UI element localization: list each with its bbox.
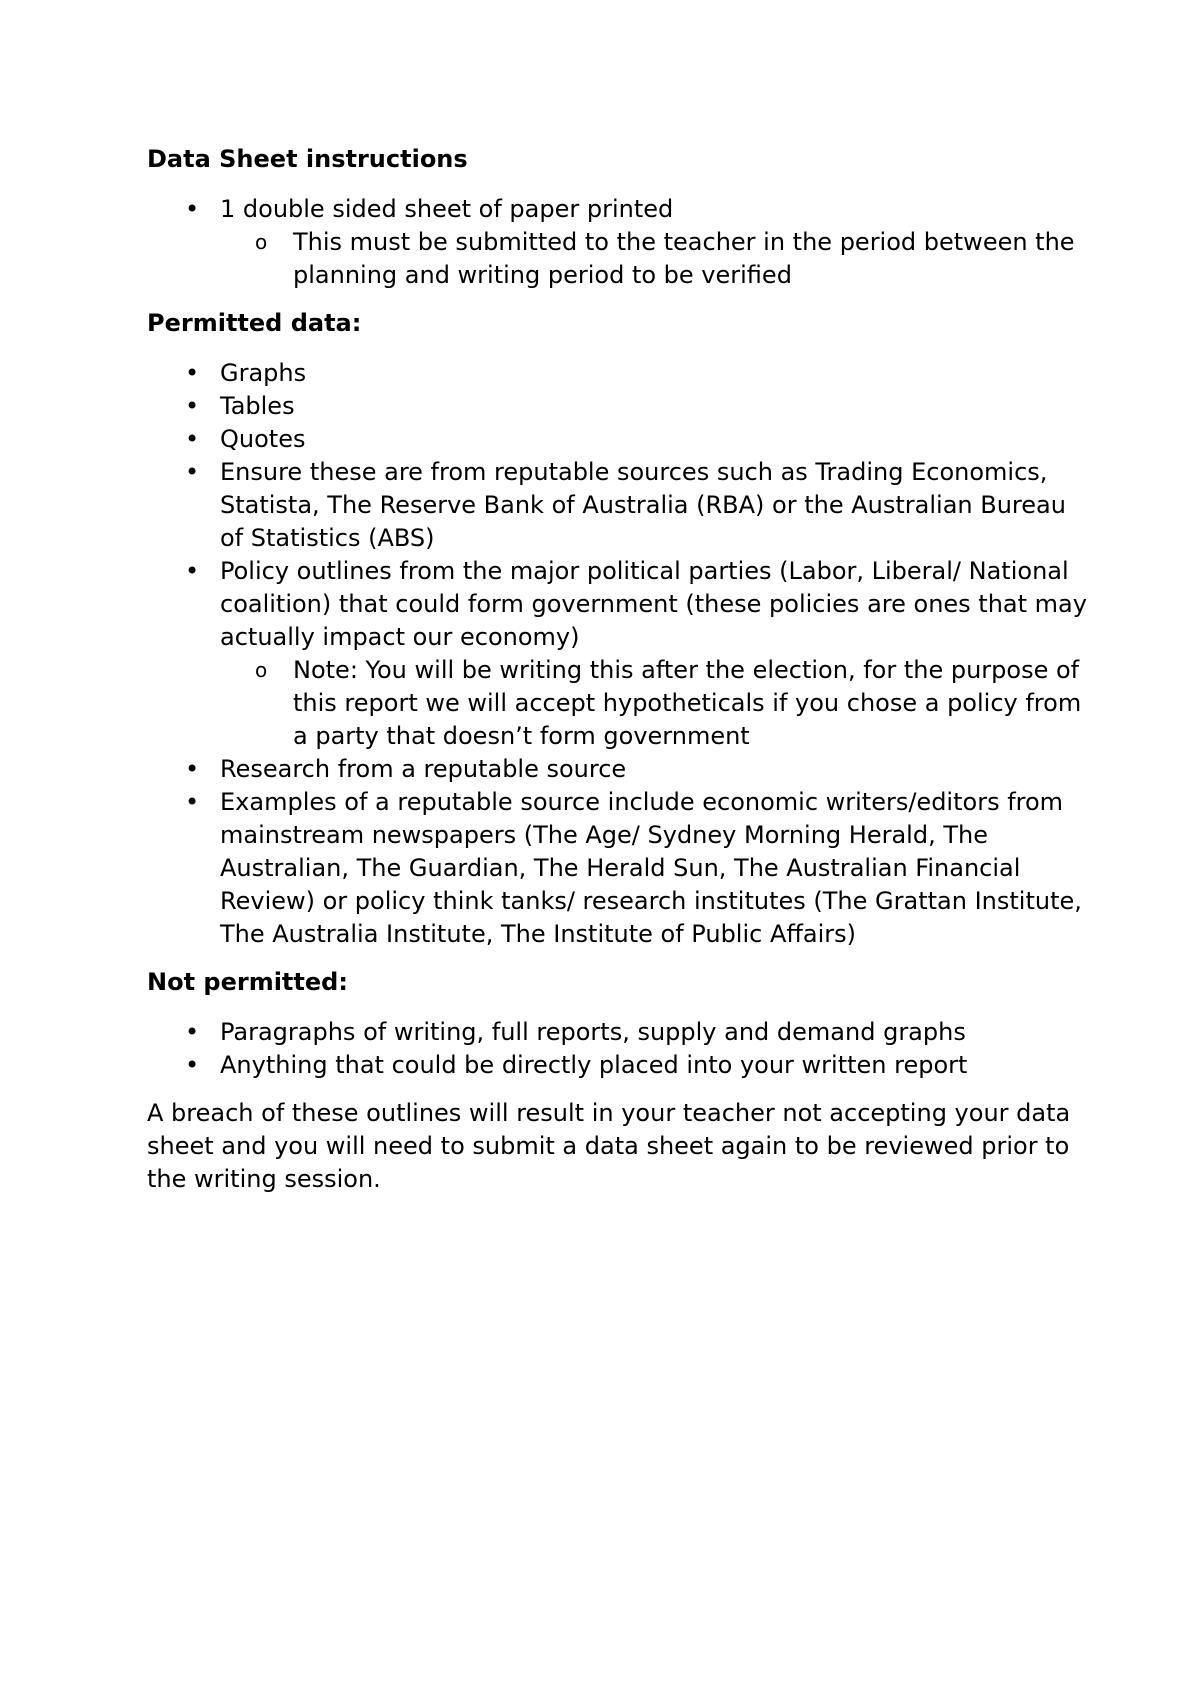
list-item-text: Examples of a reputable source include economic writers/editors from mainstream newspapers (The Age/ Sydney Morning Herald, The Australian, The Guardian, The Herald Sun, The Australian Financial Review) or policy think tanks/ research institutes (The Grattan Institute, The Australia Institute, The Institute of Public Affairs) (220, 788, 1082, 948)
list-item (147, 193, 1087, 292)
sub-list-item-text: This must be submitted to the teacher in the period between the planning and writing period to be verified (293, 228, 1075, 289)
list-item-text: Graphs (220, 359, 307, 387)
list-item-text: Ensure these are from reputable sources such as Trading Economics, Statista, The Reserve Bank of Australia (RBA) or the Australian Bureau of Statistics (ABS) (220, 458, 1066, 552)
bullet-icon: • (185, 195, 200, 223)
bullet-icon: • (185, 392, 200, 420)
document-title: Data Sheet instructions (147, 145, 468, 173)
bullet-icon: • (185, 359, 200, 387)
list-item (147, 753, 1087, 786)
list-item-text: Quotes (220, 425, 306, 453)
bullet-icon: • (185, 1051, 200, 1079)
list-item-text: Tables (220, 392, 295, 420)
document-page (147, 143, 1087, 1196)
sub-list-item (220, 226, 1087, 292)
bullet-icon: • (185, 1018, 200, 1046)
sub-list-item-text: Note: You will be writing this after the election, for the purpose of this report we will accept hypotheticals if you chose a policy from a party that doesn’t form government (293, 656, 1082, 750)
bullet-icon: • (185, 788, 200, 816)
not-permitted-heading: Not permitted: (147, 968, 348, 996)
list-item (147, 1016, 1087, 1049)
list-item (147, 357, 1087, 390)
list-item (147, 786, 1087, 951)
list-item (147, 555, 1087, 753)
bullet-icon: • (185, 425, 200, 453)
list-item-text: Paragraphs of writing, full reports, supply and demand graphs (220, 1018, 966, 1046)
closing-paragraph: A breach of these outlines will result in your teacher not accepting your data sheet and you will need to submit a data sheet again to be reviewed prior to the writing session. (147, 1099, 1071, 1193)
intro-list (147, 193, 1087, 292)
sub-list-item (220, 654, 1087, 753)
list-item-text: Anything that could be directly placed into your written report (220, 1051, 968, 1079)
sub-list (220, 226, 1087, 292)
list-item-text: Policy outlines from the major political parties (Labor, Liberal/ National coalition) that could form government (these policies are ones that may actually impact our economy) (220, 557, 1087, 651)
list-item (147, 1049, 1087, 1082)
list-item-text: 1 double sided sheet of paper printed (220, 195, 674, 223)
list-item (147, 456, 1087, 555)
list-item (147, 423, 1087, 456)
bullet-icon: • (185, 755, 200, 783)
not-permitted-list (147, 1016, 1087, 1082)
permitted-list (147, 357, 1087, 951)
bullet-icon: • (185, 458, 200, 486)
permitted-heading: Permitted data: (147, 309, 362, 337)
sub-bullet-icon: o (255, 230, 268, 254)
bullet-icon: • (185, 557, 200, 585)
list-item-text: Research from a reputable source (220, 755, 627, 783)
list-item (147, 390, 1087, 423)
sub-bullet-icon: o (255, 658, 268, 682)
sub-list (220, 654, 1087, 753)
